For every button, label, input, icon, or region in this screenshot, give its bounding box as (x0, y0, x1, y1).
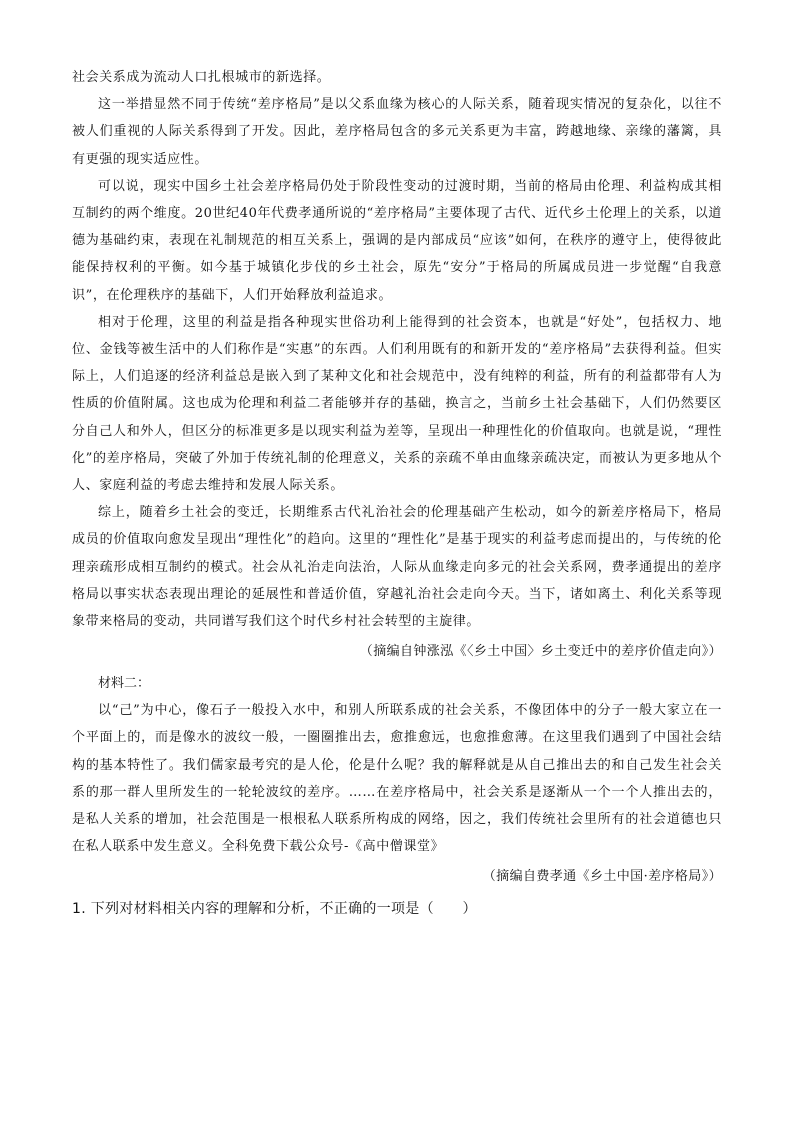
material-2-paragraph: 以“己”为中心，像石子一般投入水中，和别人所联系成的社会关系，不像团体中的分子一般大家立在一个平面上的，而是像水的波纹一般，一圈圈推出去，愈推愈远，也愈推愈薄。在这里我们遇到了中国社会结构的基本特性了。我们儒家最考究的是人伦，伦是什么呢？我的解释就是从自己推出去的和自己发生社会关系的那一群人里所发生的一轮轮波纹的差序。……在差序格局中，社会关系是逐渐从一个一个人推出去的，是私人关系的增加，社会范围是一根根私人联系所构成的网络，因之，我们传统社会里所有的社会道德也只在私人联系中发生意义。全科免费下载公众号-《高中僧课堂》 (72, 703, 722, 855)
paragraph-3: 可以说，现实中国乡土社会差序格局仍处于阶段性变动的过渡时期，当前的格局由伦理、利益构成其相互制约的两个维度。20世纪40年代费孝通所说的“差序格局”主要体现了古代、近代乡土伦理上的关系，以道德为基础约束，表现在礼制规范的相互关系上，强调的是内部成员“应该”如何，在秩序的遵守上，使得彼此能保持权利的平衡。如今基于城镇化步伐的乡土社会，原先“安分”于格局的所属成员进一步觉醒“自我意识”，在伦理秩序的基础下，人们开始释放利益追求。 (72, 178, 722, 303)
paragraph-5: 综上，随着乡土社会的变迁，长期维系古代礼治社会的伦理基础产生松动，如今的新差序格局下，格局成员的价值取向愈发呈现出“理性化”的趋向。这里的“理性化”是基于现实的利益考虑而提出的，与传统的伦理亲疏形成相互制约的模式。社会从礼治走向法治，人际从血缘走向多元的社会关系网，费孝通提出的差序格局以事实状态表现出理论的延展性和普适价值，穿越礼治社会走向今天。当下，诸如离土、利化关系等现象带来格局的变动，共同谱写我们这个时代乡村社会转型的主旋律。 (72, 505, 722, 630)
paragraph-2: 这一举措显然不同于传统“差序格局”是以父系血缘为核心的人际关系，随着现实情况的复杂化，以往不被人们重视的人际关系得到了开发。因此，差序格局包含的多元关系更为丰富，跨越地缘、亲缘的藩篱，具有更强的现实适应性。 (72, 97, 722, 167)
paragraph-1: 社会关系成为流动人口扎根城市的新选择。 (72, 70, 331, 85)
paragraph-4: 相对于伦理，这里的利益是指各种现实世俗功利上能得到的社会资本，也就是“好处”，包括权力、地位、金钱等被生活中的人们称作是“实惠”的东西。人们利用既有的和新开发的“差序格局”去获得利益。但实际上，人们追逐的经济利益总是嵌入到了某种文化和社会规范中，没有纯粹的利益，所有的利益都带有人为性质的价值附属。这也成为伦理和利益二者能够并存的基础，换言之，当前乡土社会基础下，人们仍然要区分自己人和外人，但区分的标准更多是以现实利益为差等，呈现出一种理性化的价值取向。也就是说，“理性化”的差序格局，突破了外加于传统礼制的伦理意义，关系的亲疏不单由血缘亲疏决定，而被认为更多地从个人、家庭利益的考虑去维持和发展人际关系。 (72, 314, 722, 494)
document-page (72, 64, 722, 923)
source-citation-2: （摘编自费孝通《乡土中国·差序格局》） (482, 869, 722, 885)
source-citation-1: （摘编自钟涨泓《〈乡土中国〉乡土变迁中的差序价值走向》） (359, 644, 722, 660)
question-1: 1. 下列对材料相关内容的理解和分析，不正确的一项是（ ） (72, 901, 477, 918)
material-2-heading: 材料二： (98, 676, 151, 692)
